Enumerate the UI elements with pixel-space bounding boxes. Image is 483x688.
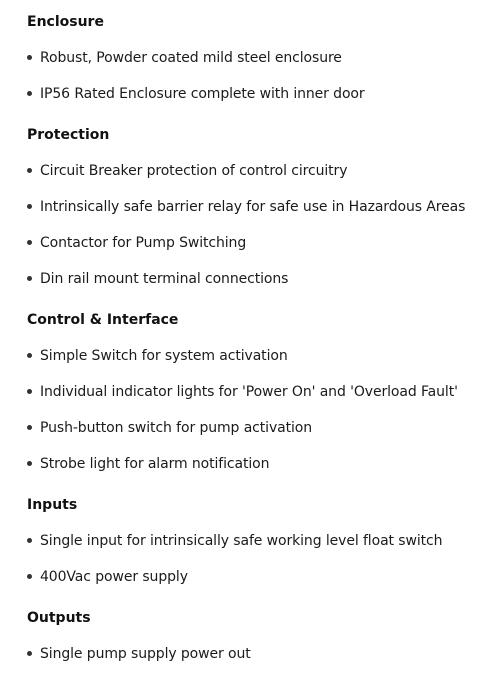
bullet-icon	[27, 168, 32, 173]
bullet-list	[27, 531, 483, 587]
section-heading: Enclosure	[27, 14, 104, 30]
section-heading: Outputs	[27, 610, 91, 626]
section-enclosure	[27, 12, 483, 104]
list-item-text: Contactor for Pump Switching	[40, 235, 247, 251]
list-item	[27, 84, 483, 104]
list-item	[27, 454, 483, 474]
bullet-icon	[27, 538, 32, 543]
section-control-interface	[27, 310, 483, 474]
list-item-text: Individual indicator lights for 'Power On' and 'Overload Fault'	[40, 384, 458, 400]
list-item	[27, 233, 483, 253]
section-protection	[27, 125, 483, 289]
list-item	[27, 418, 483, 438]
list-item-text: Single pump supply power out	[40, 646, 251, 662]
bullet-icon	[27, 574, 32, 579]
bullet-list	[27, 161, 483, 289]
list-item	[27, 197, 483, 217]
bullet-icon	[27, 276, 32, 281]
bullet-list	[27, 346, 483, 474]
list-item-text: Simple Switch for system activation	[40, 348, 288, 364]
bullet-icon	[27, 240, 32, 245]
list-item-text: Strobe light for alarm notification	[40, 456, 270, 472]
list-item-text: Din rail mount terminal connections	[40, 271, 289, 287]
bullet-icon	[27, 389, 32, 394]
list-item	[27, 382, 483, 402]
list-item-text: Push-button switch for pump activation	[40, 420, 313, 436]
section-inputs	[27, 495, 483, 587]
bullet-icon	[27, 425, 32, 430]
bullet-icon	[27, 91, 32, 96]
list-item	[27, 48, 483, 68]
list-item	[27, 346, 483, 366]
list-item	[27, 567, 483, 587]
list-item-text: 400Vac power supply	[40, 569, 188, 585]
section-heading: Inputs	[27, 497, 78, 513]
bullet-icon	[27, 651, 32, 656]
list-item	[27, 161, 483, 181]
bullet-list	[27, 644, 483, 664]
bullet-icon	[27, 353, 32, 358]
list-item	[27, 644, 483, 664]
list-item-text: Intrinsically safe barrier relay for safe use in Hazardous Areas	[40, 199, 466, 215]
list-item-text: Single input for intrinsically safe working level float switch	[40, 533, 443, 549]
list-item-text: Circuit Breaker protection of control circuitry	[40, 163, 348, 179]
list-item-text: Robust, Powder coated mild steel enclosure	[40, 50, 342, 66]
list-item	[27, 269, 483, 289]
section-heading: Protection	[27, 127, 110, 143]
bullet-list	[27, 48, 483, 104]
section-outputs	[27, 608, 483, 664]
list-item-text: IP56 Rated Enclosure complete with inner door	[40, 86, 365, 102]
bullet-icon	[27, 55, 32, 60]
list-item	[27, 531, 483, 551]
bullet-icon	[27, 461, 32, 466]
section-heading: Control & Interface	[27, 312, 179, 328]
bullet-icon	[27, 204, 32, 209]
